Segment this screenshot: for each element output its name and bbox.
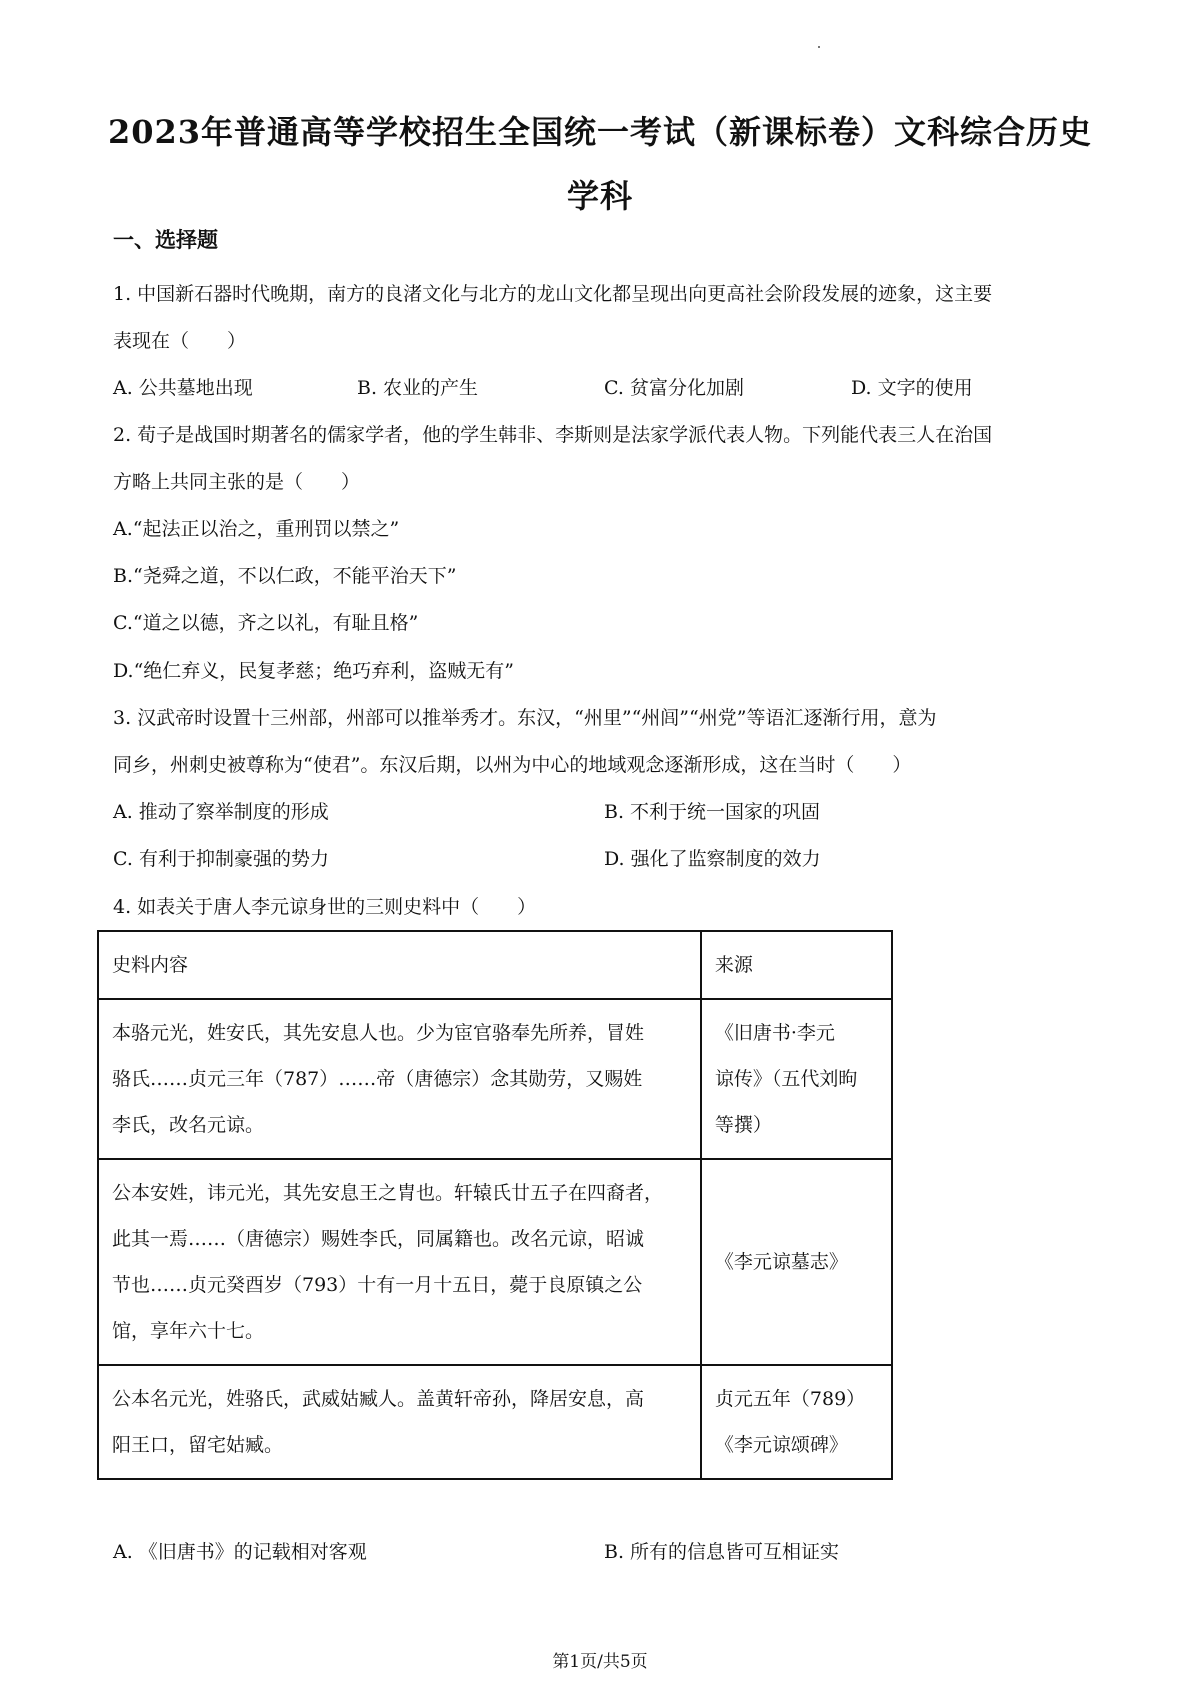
q2-option-b: B.“尧舜之道，不以仁政，不能平治天下” — [113, 565, 457, 587]
cell-line: 骆氏……贞元三年（787）……帝（唐德宗）念其勋劳，又赐姓 — [112, 1068, 643, 1090]
cell-line: 李氏，改名元谅。 — [112, 1114, 265, 1136]
cell-line: 《李元谅颂碑》 — [714, 1434, 848, 1456]
table-header-content: 史料内容 — [98, 931, 701, 999]
cell-line: 公本安姓，讳元光，其先安息王之胄也。轩辕氏廿五子在四裔者， — [112, 1182, 664, 1204]
cell-line: 馆，享年六十七。 — [112, 1320, 265, 1342]
table-cell-source — [701, 999, 892, 1159]
cell-line: 《李元谅墓志》 — [714, 1251, 848, 1273]
cell-line: 节也……贞元癸酉岁（793）十有一月十五日，薨于良原镇之公 — [112, 1274, 643, 1296]
q3-option-d: D. 强化了监察制度的效力 — [604, 848, 821, 870]
cell-line: 此其一焉……（唐德宗）赐姓李氏，同属籍也。改名元谅，昭诚 — [112, 1228, 645, 1250]
table-cell-content — [98, 1365, 701, 1479]
cell-line: 本骆元光，姓安氏，其先安息人也。少为宦官骆奉先所养，冒姓 — [112, 1022, 645, 1044]
table-row — [98, 1365, 892, 1479]
q2-stem-line-2: 方略上共同主张的是（ ） — [113, 471, 361, 493]
table-row — [98, 1159, 892, 1365]
table-cell-content — [98, 999, 701, 1159]
scan-dot — [818, 46, 820, 48]
q3-stem-line-1: 3. 汉武帝时设置十三州部，州部可以推举秀才。东汉，“州里”“州闾”“州党”等语汇逐渐行用，意为 — [113, 707, 937, 729]
exam-title: 2023年普通高等学校招生全国统一考试（新课标卷）文科综合历史学科 — [107, 113, 1093, 215]
cell-line: 阳王口，留宅姑臧。 — [112, 1434, 284, 1456]
q4-option-b: B. 所有的信息皆可互相证实 — [604, 1541, 840, 1563]
source-table — [97, 930, 893, 1480]
table-row — [98, 999, 892, 1159]
q1-stem-line-1: 1. 中国新石器时代晚期，南方的良渚文化与北方的龙山文化都呈现出向更高社会阶段发展的迹象，这主要 — [113, 283, 993, 305]
q1-stem-line-2: 表现在（ ） — [113, 330, 247, 352]
table-cell-source — [701, 1159, 892, 1365]
q2-stem-line-1: 2. 荀子是战国时期著名的儒家学者，他的学生韩非、李斯则是法家学派代表人物。下列能代表三人在治国 — [113, 424, 993, 446]
cell-line: 贞元五年（789） — [714, 1388, 866, 1410]
cell-line: 公本名元光，姓骆氏，武威姑臧人。盖黄轩帝孙，降居安息，高 — [112, 1388, 645, 1410]
q3-stem-line-2: 同乡，州刺史被尊称为“使君”。东汉后期，以州为中心的地域观念逐渐形成，这在当时（ ） — [113, 754, 912, 776]
section-heading: 一、选择题 — [113, 227, 218, 252]
table-header-source: 来源 — [701, 931, 892, 999]
table-cell-source — [701, 1365, 892, 1479]
cell-line: 《旧唐书·李元 — [714, 1022, 835, 1044]
table-header-row — [98, 931, 892, 999]
q3-option-b: B. 不利于统一国家的巩固 — [604, 801, 821, 823]
q4-option-a: A. 《旧唐书》的记载相对客观 — [113, 1541, 367, 1563]
q2-option-d: D.“绝仁弃义，民复孝慈；绝巧弃利，盗贼无有” — [113, 660, 515, 682]
cell-line: 谅传》（五代刘昫 — [714, 1068, 858, 1090]
q1-option-d: D. 文字的使用 — [851, 377, 973, 399]
q2-option-c: C.“道之以德，齐之以礼，有耻且格” — [113, 612, 419, 634]
q3-option-a: A. 推动了察举制度的形成 — [113, 801, 329, 823]
q2-option-a: A.“起法正以治之，重刑罚以禁之” — [113, 518, 400, 540]
q4-stem-line-1: 4. 如表关于唐人李元谅身世的三则史料中（ ） — [113, 896, 537, 918]
q1-option-a: A. 公共墓地出现 — [113, 377, 253, 399]
cell-line: 等撰） — [714, 1114, 772, 1136]
q3-option-c: C. 有利于抑制豪强的势力 — [113, 848, 329, 870]
q1-option-b: B. 农业的产生 — [357, 377, 479, 399]
page-footer: 第1页/共5页 — [552, 1652, 648, 1672]
q1-option-c: C. 贫富分化加剧 — [604, 377, 744, 399]
table-cell-content — [98, 1159, 701, 1365]
